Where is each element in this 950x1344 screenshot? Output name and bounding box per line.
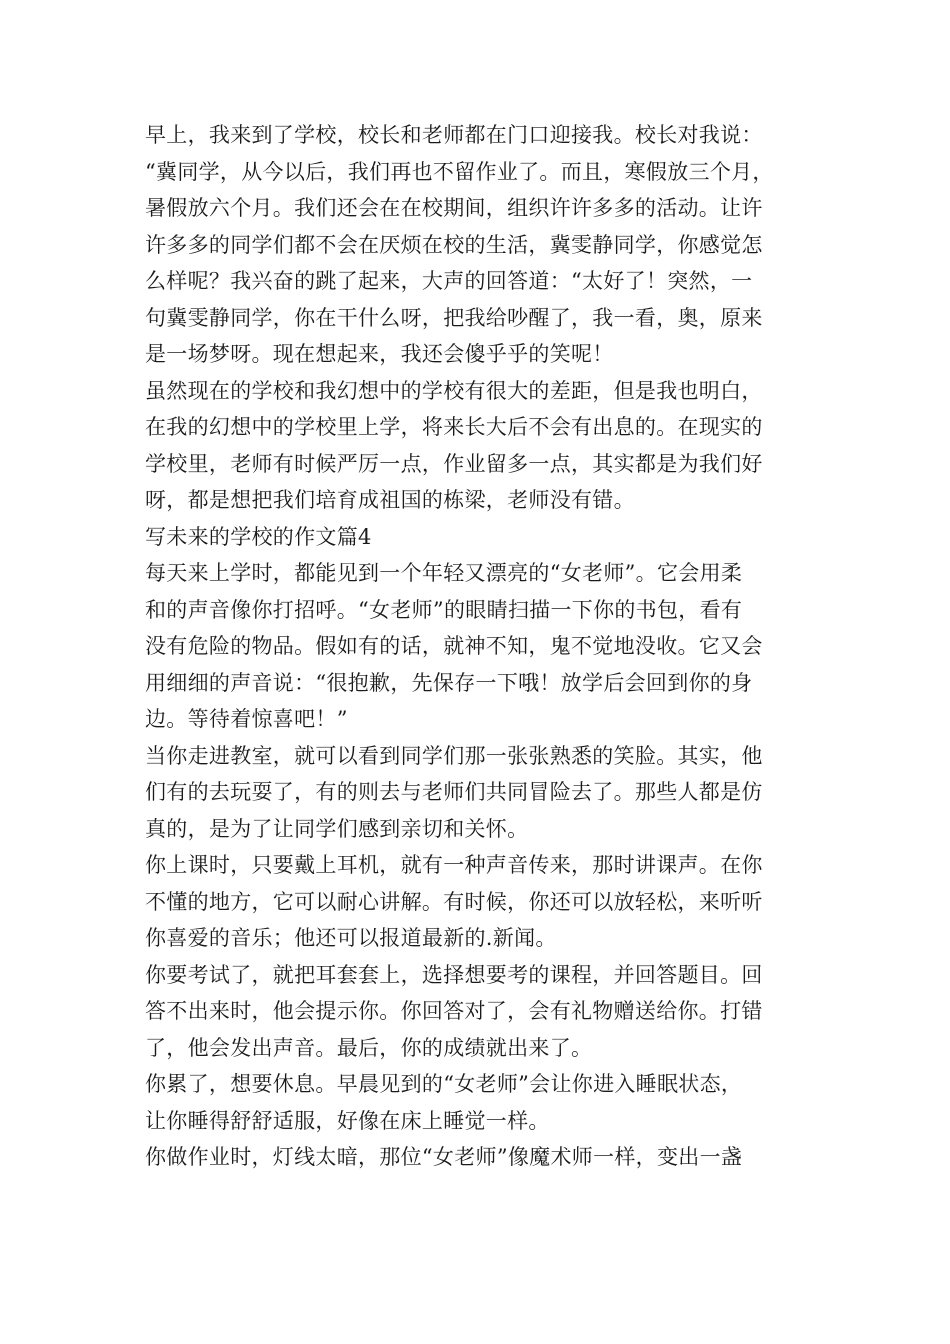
text-line: 用细细的声音说：“很抱歉，先保存一下哦！放学后会回到你的身 xyxy=(145,670,753,695)
text-line: 学校里，老师有时候严厉一点，作业留多一点，其实都是为我们好 xyxy=(145,451,763,476)
text-line: 和的声音像你打招呼。“女老师”的眼睛扫描一下你的书包，看有 xyxy=(145,597,743,622)
text-line: 在我的幻想中的学校里上学，将来长大后不会有出息的。在现实的 xyxy=(145,415,763,439)
text-line: 不懂的地方，它可以耐心讲解。有时候，你还可以放轻松，来听听 xyxy=(145,889,763,914)
text-line: 早上，我来到了学校，校长和老师都在门口迎接我。校长对我说： xyxy=(145,123,763,147)
text-line: 你要考试了，就把耳套套上，选择想要考的课程，并回答题目。回 xyxy=(145,962,763,987)
paragraph-reality xyxy=(145,373,825,519)
text-line: 暑假放六个月。我们还会在在校期间，组织许许多多的活动。让许 xyxy=(145,196,763,220)
paragraph-rest xyxy=(145,1066,825,1139)
paragraph-classroom xyxy=(145,738,825,848)
text-line: 你累了，想要休息。早晨见到的“女老师”会让你进入睡眠状态， xyxy=(145,1072,743,1096)
text-line: 虽然现在的学校和我幻想中的学校有很大的差距，但是我也明白， xyxy=(145,378,763,403)
paragraph-exams xyxy=(145,957,825,1067)
text-line: 是一场梦呀。现在想起来，我还会傻乎乎的笑呢！ xyxy=(145,342,614,366)
text-line: 么样呢？我兴奋的跳了起来，大声的回答道：“太好了！突然，一 xyxy=(145,269,753,293)
text-line: 边。等待着惊喜吧！” xyxy=(145,707,348,731)
paragraph-female-teacher xyxy=(145,555,825,738)
paragraph-dream-school xyxy=(145,117,825,373)
text-line: 你上课时，只要戴上耳机，就有一种声音传来，那时讲课声。在你 xyxy=(145,853,763,877)
text-line: 呀，都是想把我们培育成祖国的栋梁，老师没有错。 xyxy=(145,488,635,512)
text-line: 没有危险的物品。假如有的话，就神不知，鬼不觉地没收。它又会 xyxy=(145,634,763,658)
text-line: 句冀雯静同学，你在干什么呀，把我给吵醒了，我一看，奥，原来 xyxy=(145,305,763,330)
section-heading: 写未来的学校的作文篇4 xyxy=(145,524,372,549)
text-line: 让你睡得舒舒适服，好像在床上睡觉一样。 xyxy=(145,1108,550,1133)
document-page xyxy=(145,117,825,1176)
paragraph-homework xyxy=(145,1139,825,1176)
text-line: 你喜爱的音乐；他还可以报道最新的.新闻。 xyxy=(145,926,557,950)
text-line: 你做作业时，灯线太暗，那位“女老师”像魔术师一样，变出一盏 xyxy=(145,1145,743,1169)
text-line: 答不出来时，他会提示你。你回答对了，会有礼物赠送给你。打错 xyxy=(145,999,763,1023)
text-line: 了，他会发出声音。最后，你的成绩就出来了。 xyxy=(145,1035,593,1060)
paragraph-lessons xyxy=(145,847,825,957)
text-line: 许多多的同学们都不会在厌烦在校的生活，冀雯静同学，你感觉怎 xyxy=(145,232,763,257)
text-line: 们有的去玩耍了，有的则去与老师们共同冒险去了。那些人都是仿 xyxy=(145,780,763,804)
text-line: 每天来上学时，都能见到一个年轻又漂亮的“女老师”。它会用柔 xyxy=(145,561,743,585)
text-line: 真的，是为了让同学们感到亲切和关怀。 xyxy=(145,816,529,841)
text-line: “冀同学，从今以后，我们再也不留作业了。而且，寒假放三个月， xyxy=(145,159,774,184)
text-line: 当你走进教室，就可以看到同学们那一张张熟悉的笑脸。其实，他 xyxy=(145,743,763,768)
